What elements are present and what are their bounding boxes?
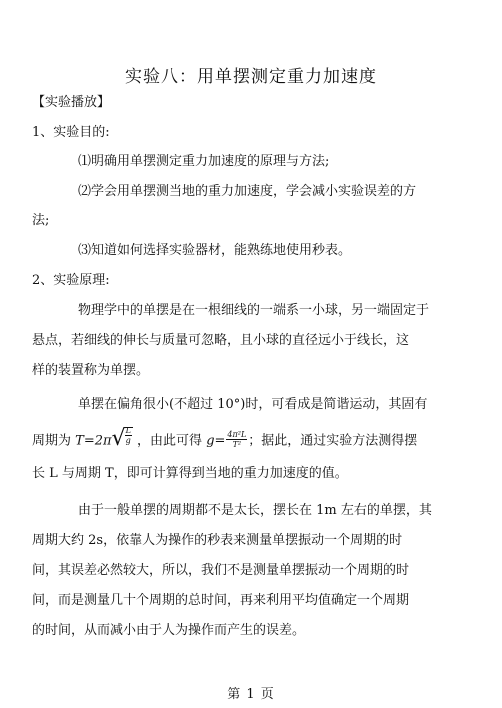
purpose-item-3: ⑶知道如何选择实验器材，能熟练地使用秒表。 — [78, 243, 352, 258]
principle-heading: 2、实验原理: — [32, 273, 110, 288]
principle-paragraph-3-line-2: 周期大约 2s，依靠人为操作的秒表来测量单摆振动一个周期的时 — [32, 533, 403, 548]
page-title: 实验八：用单摆测定重力加速度 — [125, 67, 377, 87]
principle-paragraph-1-line-3: 样的装置称为单摆。 — [32, 363, 150, 378]
principle-paragraph-1-line-2: 悬点，若细线的伸长与质量可忽略，且小球的直径远小于线长，这 — [32, 333, 410, 348]
gravity-formula-lhs: g= — [206, 433, 226, 449]
principle-paragraph-2-line-3: 长 L 与周期 T，即可计算得到当地的重力加速度的值。 — [32, 466, 348, 481]
purpose-item-2-line-1: ⑵学会用单摆测当地的重力加速度，学会减小实验误差的方 — [78, 184, 417, 199]
period-formula-denominator: g — [125, 436, 131, 445]
formula-intro-text: 周期为 — [32, 433, 72, 449]
purpose-heading: 1、实验目的: — [32, 125, 110, 140]
principle-paragraph-2-line-1: 单摆在偏角很小(不超过 10°)时，可看成是简谐运动，其固有 — [78, 397, 428, 412]
square-root-sign: √ $\frac{L}{g}$ — [111, 426, 131, 451]
period-formula-lhs: T=2π — [75, 433, 112, 449]
page-number-footer: 第 1 页 — [227, 687, 275, 702]
period-formula-fraction — [125, 426, 132, 445]
principle-paragraph-1-line-1: 物理学中的单摆是在一根细线的一端系一小球，另一端固定于 — [78, 303, 430, 318]
formula-middle-text: ，由此可得 — [137, 433, 203, 449]
formula-tail-text: ；据此，通过实验方法测得摆 — [248, 433, 418, 449]
gravity-formula-fraction — [226, 430, 247, 449]
principle-paragraph-3-line-5: 的时间，从而减小由于人为操作而产生的误差。 — [32, 623, 306, 638]
gravity-formula-denominator: T² — [232, 439, 242, 449]
principle-paragraph-3-line-1: 由于一般单摆的周期都不是太长，摆长在 1m 左右的单摆，其 — [78, 503, 432, 518]
purpose-item-2-line-2: 法; — [32, 213, 50, 228]
principle-paragraph-3-line-4: 间，而是测量几十个周期的总时间，再来利用平均值确定一个周期 — [32, 593, 410, 608]
section-header: 【实验播放】 — [32, 95, 111, 110]
principle-formula-line — [32, 426, 418, 452]
period-formula-numerator: L — [125, 426, 131, 435]
purpose-item-1: ⑴明确用单摆测定重力加速度的原理与方法; — [78, 154, 330, 169]
gravity-formula-numerator: 4π²L — [227, 429, 247, 439]
principle-paragraph-3-line-3: 间，其误差必然较大，所以，我们不是测量单摆振动一个周期的时 — [32, 563, 410, 578]
